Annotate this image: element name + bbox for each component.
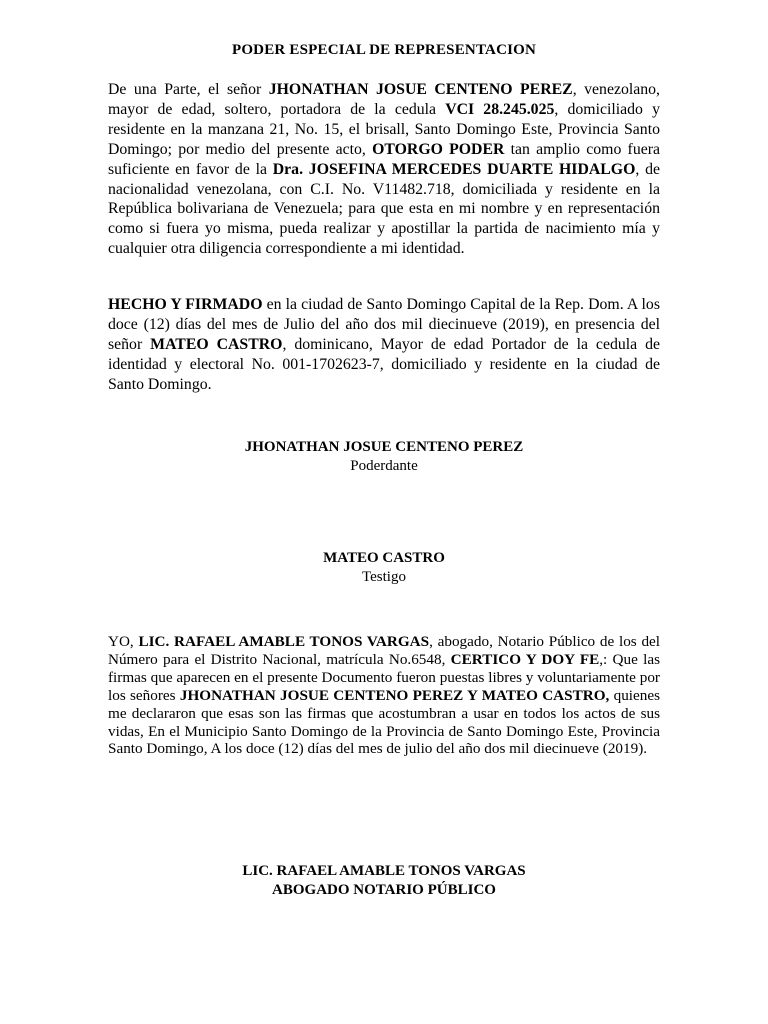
- p1-text-4: tan amplio como fuera suficiente en favor de la: [108, 140, 660, 178]
- notary-name-inline: LIC. RAFAEL AMABLE TONOS VARGAS: [138, 633, 430, 650]
- signature-block-grantor: [0, 438, 768, 476]
- paragraph-notary-certification: [108, 633, 660, 758]
- witness-signature-role: Testigo: [362, 569, 406, 585]
- p2-text-2: , dominicano, Mayor de edad Portador de la cedula de identidad y electoral No. 001-1702623-7, domiciliado y residente en la ciudad de Santo Domingo.: [108, 335, 660, 393]
- p1-text-2: , venezolano, mayor de edad, soltero, portadora de la cedula: [108, 81, 661, 118]
- grantor-name: JHONATHAN JOSUE CENTENO PEREZ: [268, 81, 573, 98]
- certify-phrase: CERTICO Y DOY FE: [450, 650, 600, 668]
- p3-text-4: quienes me declararon que esas son las firmas que acostumbran a usar en todos los actos de sus vidas, En el Municipio Santo Domingo de la Provincia de Santo Domingo Este, Provincia Santo Domingo, A los doce (12) días del mes de julio del año dos mil diecinueve (2019).: [108, 686, 660, 758]
- p3-text-1: YO,: [108, 633, 139, 650]
- p2-text-1: en la ciudad de Santo Domingo Capital de la Rep. Dom. A los doce (12) días del mes de Julio del año dos mil diecinueve (2019), en presencia del señor: [108, 296, 660, 353]
- p3-text-3: ,: Que las firmas que aparecen en el presente Documento fueron puestas libres y voluntariamente por los señores: [108, 650, 660, 704]
- signature-block-witness: [0, 549, 768, 587]
- p3-text-2: , abogado, Notario Público de los del Número para el Distrito Nacional, matrícula No.6548,: [108, 633, 660, 668]
- paragraph-execution: [108, 295, 660, 395]
- attorney-name: Dra. JOSEFINA MERCEDES DUARTE HIDALGO: [272, 160, 636, 178]
- notary-signature-title: ABOGADO NOTARIO PÚBLICO: [272, 882, 496, 898]
- notary-signature-name: LIC. RAFAEL AMABLE TONOS VARGAS: [242, 863, 526, 879]
- grant-phrase: OTORGO PODER: [372, 140, 505, 158]
- grantor-signature-role: Poderdante: [350, 458, 418, 474]
- paragraph-grant-of-power: [108, 80, 660, 259]
- witness-name-inline: MATEO CASTRO: [150, 335, 283, 353]
- signers-names: JHONATHAN JOSUE CENTENO PEREZ Y MATEO CASTRO,: [179, 686, 610, 704]
- grantor-id: VCI 28.245.025: [445, 100, 555, 118]
- p1-text-1: De una Parte, el señor: [108, 81, 269, 98]
- signature-block-notary: [0, 862, 768, 900]
- witness-signature-name: MATEO CASTRO: [323, 550, 445, 566]
- p1-text-5: , de nacionalidad venezolana, con C.I. No. V11482.718, domiciliada y residente en la República bolivariana de Venezuela; para que esta en mi nombre y en representación como si fuera yo misma, pueda realizar y apostillar la partida de nacimiento mía y cualquier otra diligencia correspondiente a mi identidad.: [108, 160, 660, 258]
- execution-lead: HECHO Y FIRMADO: [108, 296, 263, 313]
- grantor-signature-name: JHONATHAN JOSUE CENTENO PEREZ: [244, 439, 524, 455]
- p1-text-3: , domiciliado y residente en la manzana 21, No. 15, el brisall, Santo Domingo Este, Provincia Santo Domingo; por medio del presente acto,: [108, 100, 660, 158]
- document-title: PODER ESPECIAL DE REPRESENTACION: [231, 42, 537, 58]
